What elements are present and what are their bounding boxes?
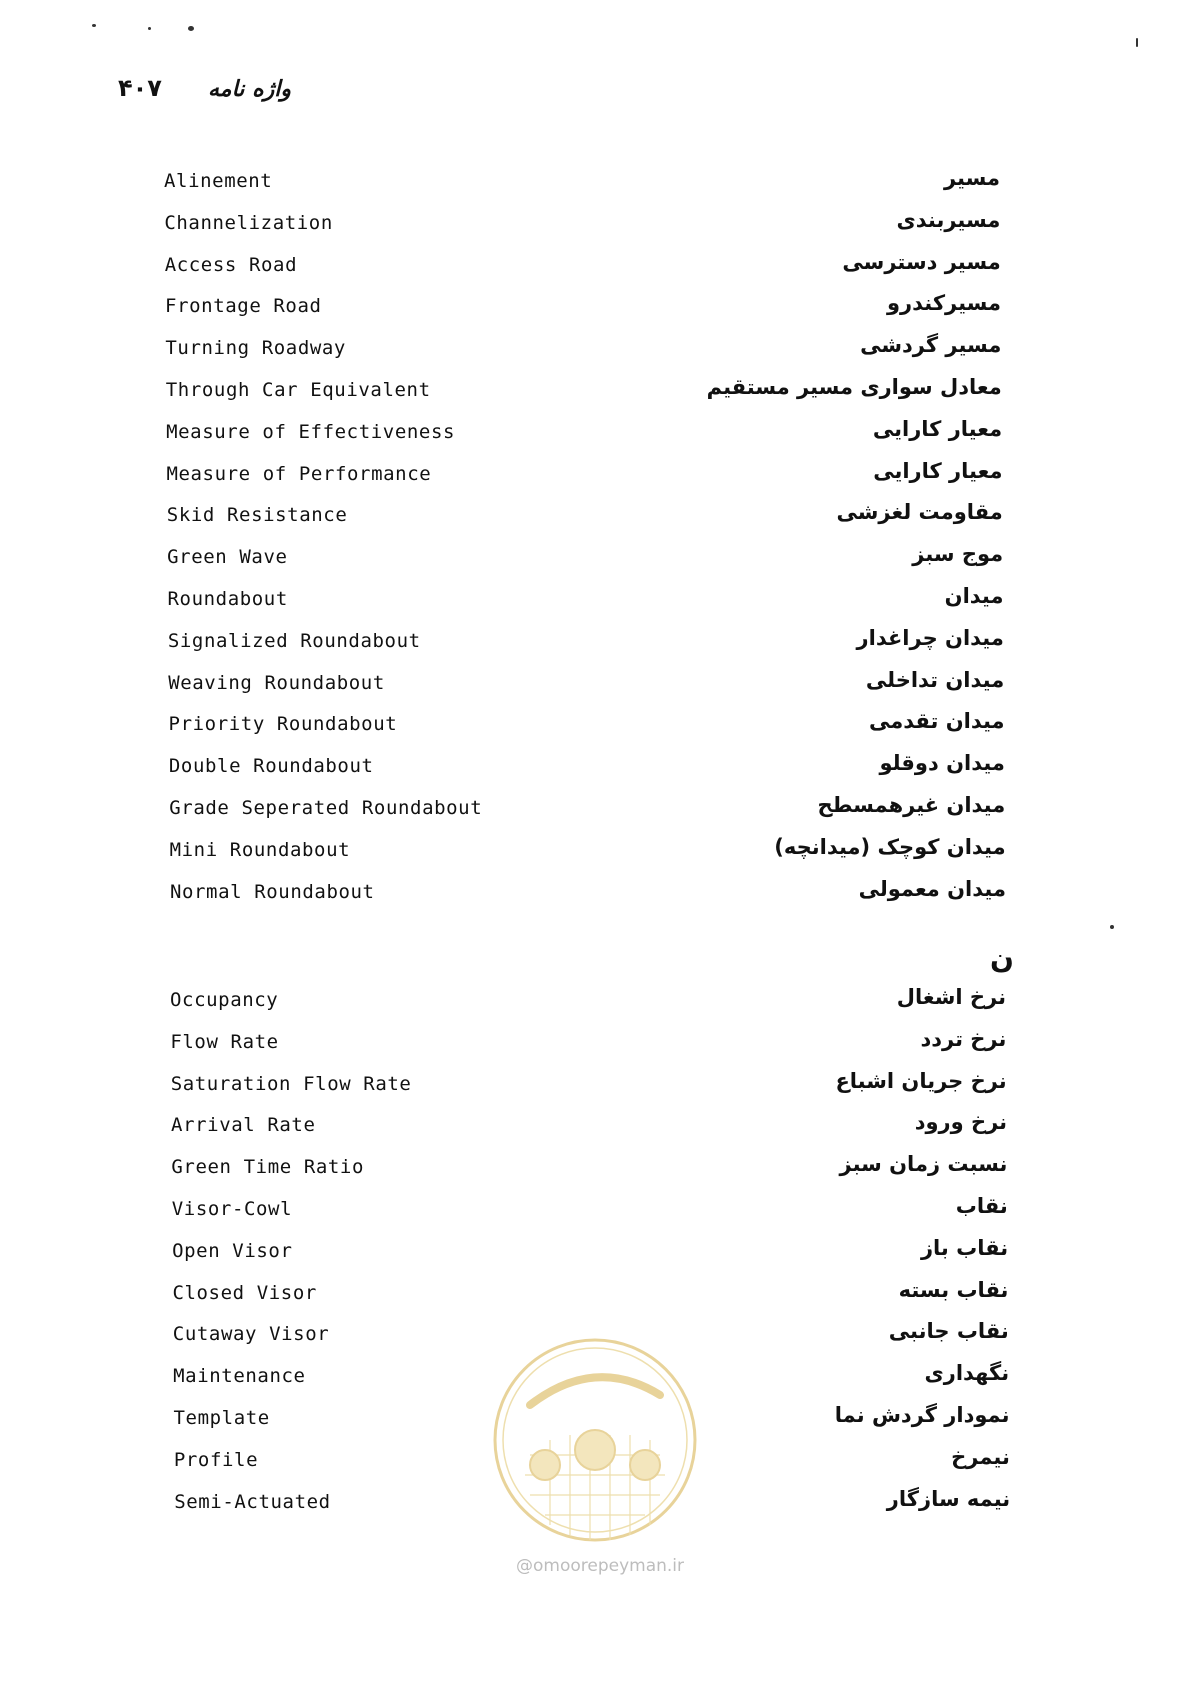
persian-term: نقاب جانبی <box>888 1319 1009 1344</box>
english-term: Normal Roundabout <box>169 880 375 903</box>
persian-term: مقاومت لغزشی <box>836 500 1003 525</box>
glossary-row <box>0 584 1190 620</box>
glossary-row <box>0 1027 1190 1063</box>
english-term: Measure of Effectiveness <box>166 420 456 443</box>
running-title: واژه نامه <box>208 76 291 102</box>
persian-term: معیار کارایی <box>873 458 1003 483</box>
persian-term: میدان دوقلو <box>879 751 1005 776</box>
persian-term: نقاب باز <box>920 1235 1009 1260</box>
persian-term: نرخ جریان اشباع <box>835 1068 1007 1093</box>
english-term: Measure of Performance <box>166 462 432 485</box>
english-term: Signalized Roundabout <box>167 629 421 652</box>
glossary-row <box>0 877 1190 913</box>
english-term: Alinement <box>164 170 273 192</box>
glossary-row <box>0 208 1190 244</box>
persian-term: معادل سواری مسیر مستقیم <box>706 375 1002 399</box>
persian-term: معیار کارایی <box>872 416 1003 441</box>
glossary-row <box>0 1152 1190 1188</box>
glossary-row <box>0 459 1190 495</box>
page-number: ۴۰۷ <box>118 74 162 102</box>
english-term: Weaving Roundabout <box>168 671 385 694</box>
persian-term: نقاب <box>955 1194 1008 1218</box>
english-term: Skid Resistance <box>166 504 348 527</box>
glossary-row <box>0 1236 1190 1272</box>
glossary-row <box>0 1278 1190 1314</box>
glossary-row <box>0 626 1190 662</box>
english-term: Cutaway Visor <box>172 1323 330 1346</box>
persian-term: مسیربندی <box>896 207 1001 232</box>
english-term: Arrival Rate <box>171 1114 316 1137</box>
english-term: Mini Roundabout <box>169 838 351 861</box>
glossary-row <box>0 417 1190 453</box>
glossary-row <box>0 375 1190 411</box>
english-term: Frontage Road <box>165 295 322 318</box>
english-term: Channelization <box>164 211 333 234</box>
persian-term: میدان کوچک (میدانچه) <box>774 834 1006 859</box>
watermark-logo <box>490 1335 700 1545</box>
english-term: Access Road <box>164 253 298 276</box>
persian-term: نرخ اشغال <box>896 985 1006 1009</box>
persian-term: مسیر گردشی <box>860 333 1002 358</box>
english-term: Occupancy <box>170 989 279 1011</box>
english-term: Semi-Actuated <box>174 1490 331 1513</box>
persian-term: نقاب بسته <box>898 1277 1009 1302</box>
persian-term: نیمرخ <box>951 1444 1010 1469</box>
persian-term: نگهداری <box>924 1361 1010 1386</box>
glossary-row <box>0 542 1190 578</box>
english-term: Maintenance <box>173 1365 306 1388</box>
persian-term: مسیر <box>943 166 1000 190</box>
english-term: Grade Seperated Roundabout <box>169 797 483 819</box>
glossary-row <box>0 751 1190 787</box>
english-term: Turning Roadway <box>165 337 346 360</box>
english-term: Saturation Flow Rate <box>170 1072 412 1095</box>
persian-term: میدان تقدمی <box>869 709 1005 734</box>
persian-term: نمودار گردش نما <box>834 1403 1010 1427</box>
glossary-row <box>0 1110 1190 1146</box>
glossary-row <box>0 291 1190 327</box>
persian-term: میدان چراغدار <box>856 625 1004 650</box>
watermark-url: @omoorepeyman.ir <box>515 1556 685 1576</box>
glossary-row <box>0 985 1190 1021</box>
english-term: Through Car Equivalent <box>165 379 431 401</box>
persian-term: میدان <box>944 584 1004 608</box>
glossary-row <box>0 166 1190 202</box>
persian-term: نیمه سازگار <box>886 1486 1011 1511</box>
persian-term: مسیر دسترسی <box>842 249 1001 274</box>
english-term: Open Visor <box>172 1239 293 1262</box>
persian-term: میدان معمولی <box>858 876 1006 901</box>
persian-term: میدان غیرهمسطح <box>817 793 1006 817</box>
glossary-row <box>0 333 1190 369</box>
english-term: Green Time Ratio <box>171 1156 365 1179</box>
english-term: Template <box>173 1407 270 1429</box>
persian-term: موج سبز <box>912 542 1004 567</box>
english-term: Roundabout <box>167 588 288 610</box>
english-term: Priority Roundabout <box>168 713 398 736</box>
glossary-row <box>0 709 1190 745</box>
persian-term: مسیرکندرو <box>886 291 1002 316</box>
persian-term: میدان تداخلی <box>865 667 1005 692</box>
persian-term: نرخ ورود <box>914 1110 1008 1135</box>
glossary-row <box>0 793 1190 829</box>
english-term: Visor-Cowl <box>171 1198 293 1220</box>
glossary-row <box>0 668 1190 704</box>
english-term: Green Wave <box>167 546 288 569</box>
section-letter: ن <box>990 942 1014 975</box>
glossary-row <box>0 835 1190 871</box>
glossary-row <box>0 250 1190 286</box>
english-term: Double Roundabout <box>168 755 374 778</box>
english-term: Closed Visor <box>172 1281 317 1304</box>
persian-term: نسبت زمان سبز <box>839 1152 1008 1177</box>
persian-term: نرخ تردد <box>920 1026 1007 1051</box>
glossary-row <box>0 500 1190 536</box>
english-term: Profile <box>173 1448 259 1471</box>
english-term: Flow Rate <box>170 1030 279 1053</box>
glossary-row <box>0 1069 1190 1105</box>
glossary-row <box>0 1194 1190 1230</box>
